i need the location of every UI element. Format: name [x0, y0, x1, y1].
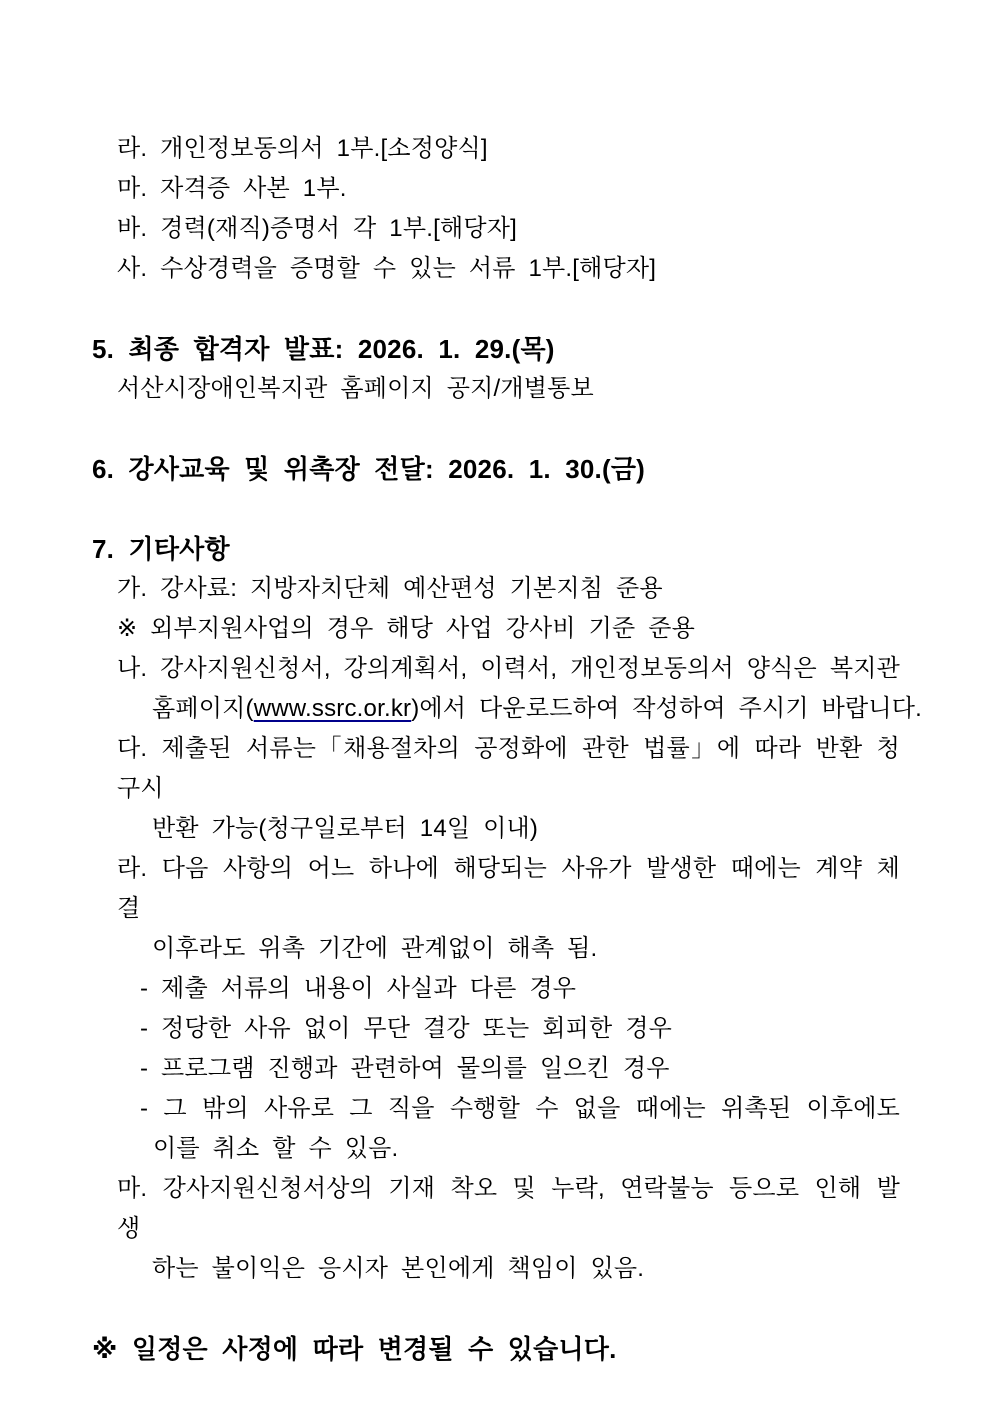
section-7-heading: 7. 기타사항 [92, 534, 230, 564]
doc-line: - 그 밖의 사유로 그 직을 수행할 수 없을 때에는 위촉된 이후에도 [140, 1095, 900, 1122]
website-url-link[interactable]: www.ssrc.or.kr [253, 695, 412, 722]
doc-line: 라. 개인정보동의서 1부.[소정양식] [117, 135, 488, 162]
section-5-heading: 5. 최종 합격자 발표: 2026. 1. 29.(목) [92, 334, 555, 364]
section-6-heading: 6. 강사교육 및 위촉장 전달: 2026. 1. 30.(금) [92, 454, 645, 484]
doc-line: 마. 강사지원신청서상의 기재 착오 및 누락, 연락불능 등으로 인해 발생 [117, 1175, 900, 1242]
doc-line: 마. 자격증 사본 1부. [117, 175, 347, 202]
doc-line: 나. 강사지원신청서, 강의계획서, 이력서, 개인정보동의서 양식은 복지관 [117, 655, 900, 682]
doc-text: 홈페이지( [152, 695, 254, 722]
doc-line: 바. 경력(재직)증명서 각 1부.[해당자] [117, 215, 517, 242]
schedule-change-note: ※ 일정은 사정에 따라 변경될 수 있습니다. [92, 1334, 617, 1364]
doc-line: 하는 불이익은 응시자 본인에게 책임이 있음. [152, 1255, 645, 1282]
homepage-line [152, 689, 992, 729]
doc-line: - 정당한 사유 없이 무단 결강 또는 회피한 경우 [140, 1015, 673, 1042]
doc-line: 서산시장애인복지관 홈페이지 공지/개별통보 [117, 375, 594, 402]
doc-text: )에서 다운로드하여 작성하여 주시기 바랍니다. [411, 695, 923, 722]
doc-line: 이를 취소 할 수 있음. [153, 1135, 399, 1162]
doc-line: 다. 제출된 서류는「채용절차의 공정화에 관한 법률」에 따라 반환 청구시 [117, 735, 900, 802]
doc-line: - 제출 서류의 내용이 사실과 다른 경우 [140, 975, 577, 1002]
doc-line: 반환 가능(청구일로부터 14일 이내) [152, 815, 539, 842]
doc-line: 라. 다음 사항의 어느 하나에 해당되는 사유가 발생한 때에는 계약 체결 [117, 855, 900, 922]
doc-line: 이후라도 위촉 기간에 관계없이 해촉 됨. [152, 935, 598, 962]
doc-line: - 프로그램 진행과 관련하여 물의를 일으킨 경우 [140, 1055, 670, 1082]
doc-line: ※ 외부지원사업의 경우 해당 사업 강사비 기준 준용 [117, 615, 696, 642]
doc-line: 가. 강사료: 지방자치단체 예산편성 기본지침 준용 [117, 575, 663, 602]
doc-line: 사. 수상경력을 증명할 수 있는 서류 1부.[해당자] [117, 255, 657, 282]
